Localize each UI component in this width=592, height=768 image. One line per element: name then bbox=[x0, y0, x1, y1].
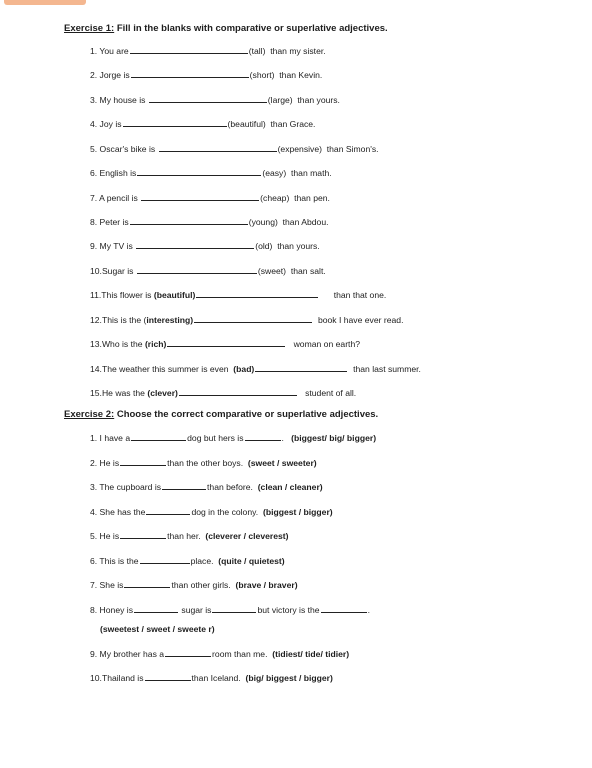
answer-blank[interactable] bbox=[141, 192, 259, 201]
ex1-item-11: 11.This flower is (beautiful) than that one. bbox=[90, 290, 387, 300]
ex1-item-3: 3. My house is (large) than yours. bbox=[90, 95, 340, 105]
ex1-item-14: 14.The weather this summer is even (bad) than last summer. bbox=[90, 364, 421, 374]
answer-blank[interactable] bbox=[212, 604, 256, 613]
ex1-item-10: 10.Sugar is (sweet) than salt. bbox=[90, 266, 326, 276]
answer-blank[interactable] bbox=[123, 118, 227, 127]
ex1-item-1: 1. You are (tall) than my sister. bbox=[90, 46, 326, 56]
answer-blank[interactable] bbox=[130, 45, 248, 54]
ex2-item-9: 9. My brother has a room than me. (tidiest/ tide/ tidier) bbox=[90, 649, 350, 659]
ex2-item-1: 1. I have a dog but hers is . (biggest/ big/ bigger) bbox=[90, 433, 377, 443]
answer-blank[interactable] bbox=[145, 672, 191, 681]
answer-blank[interactable] bbox=[159, 143, 277, 152]
ex1-item-15: 15.He was the (clever) student of all. bbox=[90, 388, 357, 398]
ex1-item-12: 12.This is the (interesting) book I have ever read. bbox=[90, 315, 404, 325]
answer-blank[interactable] bbox=[255, 363, 347, 372]
answer-blank[interactable] bbox=[196, 289, 318, 298]
ex1-item-5: 5. Oscar's bike is (expensive) than Simon's. bbox=[90, 144, 379, 154]
ex2-item-3: 3. The cupboard is than before. (clean / cleaner) bbox=[90, 482, 323, 492]
answer-blank[interactable] bbox=[134, 604, 178, 613]
ex1-item-2: 2. Jorge is (short) than Kevin. bbox=[90, 70, 323, 80]
answer-blank[interactable] bbox=[165, 648, 211, 657]
exercise-1-title bbox=[64, 23, 388, 34]
top-orange-tab bbox=[4, 0, 86, 5]
answer-blank[interactable] bbox=[140, 555, 190, 564]
answer-blank[interactable] bbox=[131, 69, 249, 78]
answer-blank[interactable] bbox=[131, 432, 186, 441]
ex1-item-8: 8. Peter is (young) than Abdou. bbox=[90, 217, 329, 227]
answer-blank[interactable] bbox=[124, 579, 170, 588]
exercise-2-instructions: Choose the correct comparative or superlative adjectives. bbox=[114, 409, 379, 420]
answer-blank[interactable] bbox=[149, 94, 267, 103]
ex1-item-13: 13.Who is the (rich) woman on earth? bbox=[90, 339, 360, 349]
answer-blank[interactable] bbox=[194, 314, 312, 323]
ex1-item-9: 9. My TV is (old) than yours. bbox=[90, 241, 320, 251]
answer-blank[interactable] bbox=[179, 387, 297, 396]
answer-blank[interactable] bbox=[137, 167, 261, 176]
answer-blank[interactable] bbox=[136, 240, 254, 249]
ex2-item-8-options: (sweetest / sweet / sweete r) bbox=[100, 624, 215, 634]
ex2-item-7: 7. She is than other girls. (brave / braver) bbox=[90, 580, 298, 590]
answer-blank[interactable] bbox=[162, 481, 206, 490]
ex2-item-8: 8. Honey is sugar is but victory is the . bbox=[90, 605, 370, 615]
ex1-item-7: 7. A pencil is (cheap) than pen. bbox=[90, 193, 330, 203]
ex2-item-2: 2. He is than the other boys. (sweet / sweeter) bbox=[90, 458, 317, 468]
answer-blank[interactable] bbox=[130, 216, 248, 225]
exercise-1-label: Exercise 1: bbox=[64, 23, 115, 34]
answer-blank[interactable] bbox=[167, 338, 285, 347]
exercise-2-label: Exercise 2: bbox=[64, 409, 115, 420]
ex2-item-5: 5. He is than her. (cleverer / cleverest) bbox=[90, 531, 289, 541]
answer-blank[interactable] bbox=[321, 604, 367, 613]
ex2-item-4: 4. She has the dog in the colony. (biggest / bigger) bbox=[90, 507, 333, 517]
answer-blank[interactable] bbox=[146, 506, 190, 515]
ex2-item-10: 10.Thailand is than Iceland. (big/ biggest / bigger) bbox=[90, 673, 333, 683]
exercise-2-title bbox=[64, 409, 378, 420]
answer-blank[interactable] bbox=[245, 432, 281, 441]
exercise-1-instructions: Fill in the blanks with comparative or superlative adjectives. bbox=[114, 23, 388, 34]
ex1-item-6: 6. English is (easy) than math. bbox=[90, 168, 332, 178]
answer-blank[interactable] bbox=[137, 265, 257, 274]
answer-blank[interactable] bbox=[120, 530, 166, 539]
ex2-item-6: 6. This is the place. (quite / quietest) bbox=[90, 556, 285, 566]
ex1-item-4: 4. Joy is (beautiful) than Grace. bbox=[90, 119, 316, 129]
answer-blank[interactable] bbox=[120, 457, 166, 466]
